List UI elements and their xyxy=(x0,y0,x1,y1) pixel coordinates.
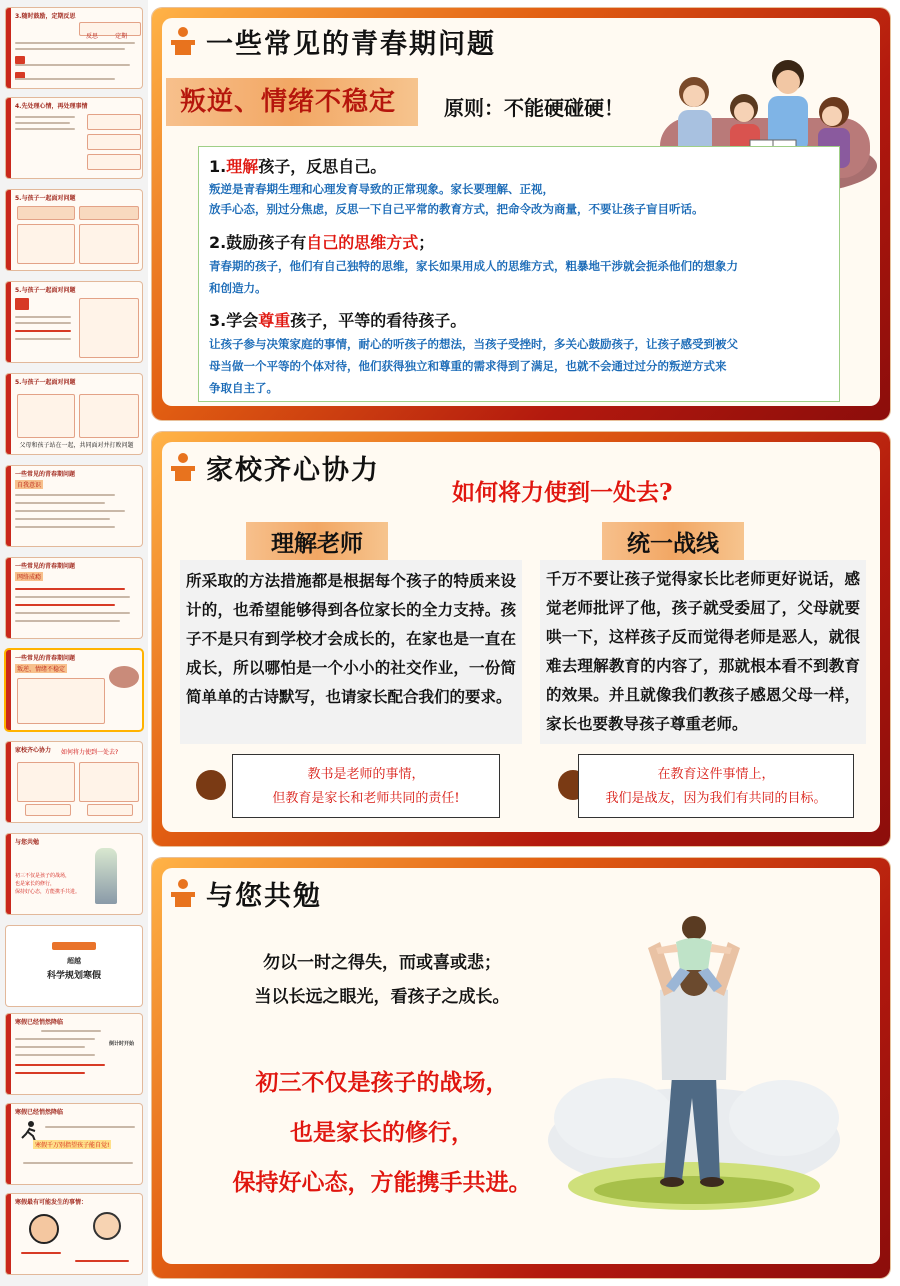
family-illustration xyxy=(109,666,139,688)
podium-icon xyxy=(168,26,198,56)
thumbnail-line xyxy=(15,1038,95,1040)
bullet-dot xyxy=(196,770,226,800)
point-3 xyxy=(209,309,829,399)
slide-thumbnail[interactable] xyxy=(6,8,142,88)
thumbnail-line xyxy=(15,122,70,124)
right-body: 千万不要让孩子觉得家长比老师更好说话，感觉老师批评了他，孩子就受委屈了，父母就要哄一下，这样孩子反而觉得老师是恶人，就很难去理解教育的内容了，那就根本看不到教育的效果。并且就像我们教孩子感恩父母一样，家长也要教导孩子尊重老师。 xyxy=(546,569,860,733)
question-heading: 如何将力使到一处去? xyxy=(452,479,673,506)
thumbnail-line xyxy=(15,338,71,340)
slide-thumbnail-selected[interactable] xyxy=(6,650,142,730)
quote-line: 当以长远之眼光，看孩子之成长。 xyxy=(254,987,510,1007)
thumbnail-line xyxy=(15,64,130,66)
thumbnail-line xyxy=(15,502,105,504)
slide-thumbnail[interactable] xyxy=(6,466,142,546)
thumbnail-box xyxy=(17,224,75,264)
thumbnail-line xyxy=(15,116,75,118)
face-icon xyxy=(29,1214,59,1244)
thumbnail-box xyxy=(87,804,133,816)
point-highlight: 自己的思维方式 xyxy=(306,233,419,252)
thumbnail-label: 叛逆、情绪不稳定 xyxy=(17,666,66,673)
point-desc-line: 青春期的孩子，他们有自己独特的思维，家长如果用成人的思维方式，粗暴地干涉就会扼杀他们的想象力 xyxy=(209,259,738,273)
thumbnail-title: 寒假已经悄然降临 xyxy=(15,1109,64,1116)
thumbnail-line xyxy=(15,1072,85,1074)
thumbnail-title: 4.先处理心情，再处理事情 xyxy=(15,103,88,110)
point-desc-line: 母当做一个平等的个体对待，他们获得独立和尊重的需求得到了满足，也就不会通过过分的叛逆方式来 xyxy=(209,359,727,373)
thumbnail-title: 寒假最有可能发生的事情： xyxy=(15,1199,88,1206)
thumbnail-box xyxy=(87,154,141,170)
point-heading xyxy=(209,309,829,333)
thumbnail-title: 家校齐心协力 xyxy=(15,747,52,754)
thumbnail-box xyxy=(79,394,139,438)
slide-encouragement xyxy=(152,858,890,1278)
thumbnail-line xyxy=(15,494,115,496)
thumbnail-line xyxy=(15,1064,105,1066)
thumbnail-title: 5.与孩子一起面对问题 xyxy=(15,379,76,386)
thumbnail-box xyxy=(17,206,75,220)
slogan-line: 也是家长的修行， xyxy=(290,1119,474,1146)
point-1 xyxy=(209,155,829,219)
slide-thumbnail[interactable] xyxy=(6,834,142,914)
thumbnail-title: 5.与孩子一起面对问题 xyxy=(15,287,76,294)
thumbnail-box xyxy=(87,134,141,150)
slide-thumbnail[interactable] xyxy=(6,1014,142,1094)
point-2 xyxy=(209,231,829,299)
point-number: 1. xyxy=(209,157,227,176)
point-text: 2.鼓励孩子有 xyxy=(209,233,307,252)
thumbnail-box xyxy=(17,678,105,724)
thumbnail-line xyxy=(15,612,130,614)
thumbnail-box xyxy=(17,394,75,438)
thumbnail-line xyxy=(15,1054,95,1056)
slide-thumbnail-panel xyxy=(0,0,148,1286)
slide-thumbnail[interactable] xyxy=(6,742,142,822)
thumbnail-title: 5.与孩子一起面对问题 xyxy=(15,195,76,202)
point-text: ； xyxy=(418,233,435,252)
thumbnail-label: 科学规划寒假 xyxy=(46,971,101,981)
thumbnail-box xyxy=(79,762,139,802)
thumbnail-label: 倒计时开始 xyxy=(109,1041,135,1047)
thumbnail-line xyxy=(15,526,115,528)
thumbnail-label: 定期 xyxy=(115,33,128,40)
right-text-card xyxy=(540,560,866,744)
left-text-card xyxy=(180,560,522,744)
thumbnail-box xyxy=(79,22,141,40)
point-desc-line: 叛逆是青春期生理和心理发育导致的正常现象。家长要理解、正视， xyxy=(209,182,554,196)
thumbnail-box xyxy=(17,762,75,802)
thumbnail-line xyxy=(15,322,71,324)
thumbnail-tag xyxy=(15,56,25,64)
thumbnail-label: 寒假千万别指望孩子能自觉! xyxy=(35,1142,110,1149)
thumbnail-title: 与您共勉 xyxy=(15,839,40,846)
page-title: 一些常见的青春期问题 xyxy=(206,29,496,60)
thumbnail-title: 3.随时鼓励，定期反思 xyxy=(15,13,76,20)
slide-thumbnail[interactable] xyxy=(6,1104,142,1184)
thumbnail-label: 父母和孩子站在一起，共同面对并打败问题 xyxy=(19,442,134,449)
content-card xyxy=(198,146,840,402)
runner-icon xyxy=(19,1120,39,1142)
note-line: 在教育这件事情上， xyxy=(657,767,775,782)
thumbnail-title: 寒假已经悄然降临 xyxy=(15,1019,64,1026)
point-text: 孩子，反思自己。 xyxy=(258,157,387,176)
thumbnail-line xyxy=(21,1252,61,1254)
note-line: 教书是老师的事情， xyxy=(307,767,425,782)
slogan-block xyxy=(182,1058,582,1208)
point-desc-line: 争取自主了。 xyxy=(209,381,278,395)
thumbnail-label: 自我意识 xyxy=(17,482,42,489)
slide-thumbnail[interactable] xyxy=(6,190,142,270)
thumbnail-line xyxy=(15,330,71,332)
face-icon xyxy=(93,1212,121,1240)
section-heading-right: 统一战线 xyxy=(602,522,744,566)
thumbnail-label: 反思 xyxy=(86,33,99,40)
thumbnail-line xyxy=(15,604,115,606)
thumbnail-label: 超越 xyxy=(67,957,81,965)
right-note xyxy=(578,754,854,818)
thumbnail-label: 网络成瘾 xyxy=(17,574,42,581)
topic-ribbon: 叛逆、情绪不稳定 xyxy=(166,78,418,126)
thumbnail-box xyxy=(79,206,139,220)
slide-thumbnail[interactable] xyxy=(6,374,142,454)
slide-thumbnail[interactable] xyxy=(6,1194,142,1274)
thumbnail-box xyxy=(87,114,141,130)
slide-thumbnail[interactable] xyxy=(6,558,142,638)
thumbnail-line xyxy=(15,620,120,622)
point-desc-line: 放手心态，别过分焦虑，反思一下自己平常的教育方式，把命令改为商量，不要让孩子盲目听话。 xyxy=(209,202,704,216)
point-desc-line: 和创造力。 xyxy=(209,281,267,295)
thumbnail-line xyxy=(15,510,125,512)
thumbnail-box xyxy=(79,224,139,264)
left-note xyxy=(232,754,500,818)
thumbnail-label: 初三不仅是孩子的战场， xyxy=(15,873,71,879)
thumbnail-box xyxy=(79,298,139,358)
page-title: 与您共勉 xyxy=(206,881,322,912)
slide-adolescence-problems xyxy=(152,8,890,420)
thumbnail-title: 一些常见的青春期问题 xyxy=(15,563,76,570)
quote-line: 勿以一时之得失，而或喜或悲； xyxy=(263,953,501,973)
point-highlight: 理解 xyxy=(226,157,259,176)
note-line: 我们是战友，因为我们有共同的目标。 xyxy=(605,791,827,806)
thumbnail-slogan xyxy=(15,872,80,896)
thumbnail-line xyxy=(15,518,110,520)
point-desc-line: 让孩子参与决策家庭的事情，耐心的听孩子的想法，当孩子受挫时，多关心鼓励孩子，让孩子感受到被父 xyxy=(209,337,738,351)
thumbnail-line xyxy=(45,1126,135,1128)
podium-icon xyxy=(168,878,198,908)
thumbnail-line xyxy=(15,78,115,80)
slogan-line: 保持好心态，方能携手共进。 xyxy=(232,1169,532,1196)
thumbnail-tag xyxy=(15,298,29,310)
thumbnail-tag xyxy=(52,942,96,950)
thumbnail-line xyxy=(15,588,125,590)
thumbnail-box xyxy=(25,804,71,816)
note-line: 但教育是家长和老师共同的责任! xyxy=(272,791,460,806)
slide-thumbnail[interactable] xyxy=(6,98,142,178)
thumbnail-line xyxy=(41,1030,101,1032)
quote-block xyxy=(192,946,572,1014)
thumbnail-line xyxy=(15,48,125,50)
father-child-illustration xyxy=(544,908,844,1228)
slide-home-school xyxy=(152,432,890,846)
thumbnail-line xyxy=(15,1046,85,1048)
point-heading xyxy=(209,155,829,179)
point-text: 孩子，平等的看待孩子。 xyxy=(290,311,467,330)
slide-thumbnail[interactable] xyxy=(6,282,142,362)
thumbnail-label: 也是家长的修行， xyxy=(15,881,56,887)
slide-thumbnail[interactable] xyxy=(6,926,142,1006)
thumbnail-line xyxy=(75,1260,129,1262)
point-highlight: 尊重 xyxy=(258,311,291,330)
thumbnail-line xyxy=(23,1162,133,1164)
thumbnail-line xyxy=(15,316,71,318)
podium-icon xyxy=(168,452,198,482)
point-text: 3.学会 xyxy=(209,311,259,330)
thumbnail-label: 保持好心态，方能携手共进。 xyxy=(15,889,81,895)
point-heading xyxy=(209,231,829,255)
thumbnail-title: 一些常见的青春期问题 xyxy=(15,471,76,478)
page-title: 家校齐心协力 xyxy=(206,455,380,486)
thumbnail-line xyxy=(15,42,135,44)
thumbnail-label: 如何将力使到一处去? xyxy=(61,749,119,756)
section-heading-left: 理解老师 xyxy=(246,522,388,566)
father-illustration xyxy=(95,848,117,904)
thumbnail-line xyxy=(15,128,75,130)
principle-text: 原则：不能硬碰硬！ xyxy=(444,96,624,120)
thumbnail-line xyxy=(15,596,130,598)
slogan-line: 初三不仅是孩子的战场， xyxy=(255,1069,509,1096)
left-body: 所采取的方法措施都是根据每个孩子的特质来设计的，也希望能够得到各位家长的全力支持。孩子不是只有到学校才会成长的，在家也是一直在成长，所以哪怕是一个小小的社交作业，一份简简单单的古诗默写，也请家长配合我们的要求。 xyxy=(186,571,516,706)
thumbnail-title: 一些常见的青春期问题 xyxy=(15,655,76,662)
